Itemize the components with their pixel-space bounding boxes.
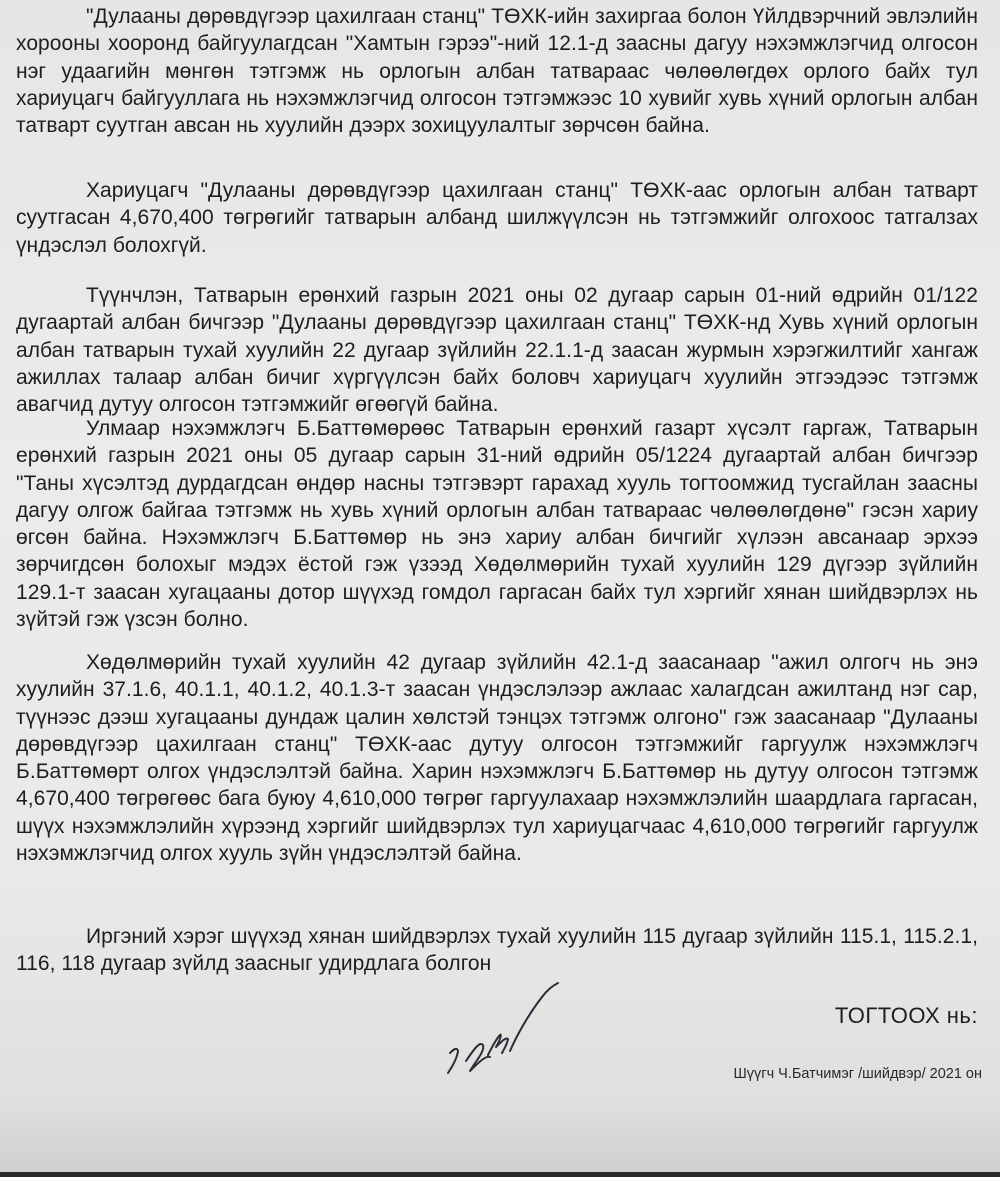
judge-signature-line: Шүүгч Ч.Батчимэг /шийдвэр/ 2021 он bbox=[733, 1066, 982, 1082]
page-shadow bbox=[0, 1100, 1000, 1172]
paragraph-4: Улмаар нэхэмжлэгч Б.Баттөмөрөөс Татварын ерөнхий газарт хүсэлт гаргаж, Татварын ерөнхий газрын 2021 оны 05 дугаар сарын 31-ний өдрийн 05/1224 дугаартай албан бичгээр "Таны хүсэлтэд дурдагдсан өндөр насны тэтгэвэрт гарахад хууль тогтоомжид тусгайлан заасны дагуу олгож байгаа тэтгэмж нь хувь хүний орлогын албан татвараас чөлөөлөгдөнө" гэсэн хариу өгсөн байна. Нэхэмжлэгч Б.Баттөмөр нь энэ хариу албан бичгийг хүлээн авсанаар эрхээ зөрчигдсөн болохыг мэдэх ёстой гэж үзээд Хөдөлмөрийн тухай хуулийн 129 дүгээр зүйлийн 129.1-т заасан хугацааны дотор шүүхэд гомдол гаргасан байх тул хэргийг хянан шийдвэрлэх нь зүйтэй гэж үзсэн болно. bbox=[16, 417, 978, 632]
signature-mark bbox=[430, 975, 590, 1095]
paragraph-6: Иргэний хэрэг шүүхэд хянан шийдвэрлэх тухай хуулийн 115 дугаар зүйлийн 115.1, 115.2.1, 116, 118 дугаар зүйлд заасныг удирдлага болгон bbox=[16, 925, 978, 976]
paragraph-3: Түүнчлэн, Татварын ерөнхий газрын 2021 оны 02 дугаар сарын 01-ний өдрийн 01/122 дугаартай албан бичгээр "Дулааны дөрөвдүгээр цахилгаан станц" ТӨХК-нд Хувь хүний орлогын албан татварын тухай хуулийн 22 дугаар зүйлийн 22.1.1-д заасан журмын хэрэгжилтийг хангаж ажиллах талаар албан бичиг хүргүүлсэн байх боловч хариуцагч хуулийн этгээдээс тэтгэмж авагчид дутуу олгосон тэтгэмжийг өгөөгүй байна. bbox=[16, 284, 978, 417]
paragraph-2: Хариуцагч "Дулааны дөрөвдүгээр цахилгаан станц" ТӨХК-аас орлогын албан татварт суутгасан 4,670,400 төгрөгийг татварын албанд шилжүүлсэн нь тэтгэмжийг олгохоос татгалзах үндэслэл болохгүй. bbox=[16, 179, 978, 257]
decision-heading: ТОГТООХ нь: bbox=[834, 1003, 978, 1028]
paragraph-5: Хөдөлмөрийн тухай хуулийн 42 дугаар зүйлийн 42.1-д заасанаар "ажил олгогч нь энэ хуулийн 37.1.6, 40.1.1, 40.1.2, 40.1.3-т заасан үндэслэлээр ажлаас халагдсан ажилтанд нэг сар, түүнээс дээш хугацааны дундаж цалин хөлстэй тэнцэх тэтгэмж олгоно" гэж заасанаар "Дулааны дөрөвдүгээр цахилгаан станц" ТӨХК-аас дутуу олгосон тэтгэмжийг гаргуулж нэхэмжлэгч Б.Баттөмөрт олгох үндэслэлтэй байна. Харин нэхэмжлэгч Б.Баттөмөр нь дутуу олгосон тэтгэмж 4,670,400 төгрөгөөс бага буюу 4,610,000 төгрөг гаргуулахаар нэхэмжлэлийн шаардлага гаргасан, шүүх нэхэмжлэлийн хүрээнд хэргийг шийдвэрлэх тул хариуцагчаас 4,610,000 төгрөгийг гаргуулж нэхэмжлэгчид олгох хууль зүйн үндэслэлтэй байна. bbox=[16, 651, 978, 866]
paragraph-1: "Дулааны дөрөвдүгээр цахилгаан станц" ТӨХК-ийн захиргаа болон Үйлдвэрчний эвлэлийн хорооны хооронд байгуулагдсан "Хамтын гэрээ"-ний 12.1-д заасны дагуу нэхэмжлэгчид олгосон нэг удаагийн мөнгөн тэтгэмж нь орлогын албан татвараас чөлөөлөгдөх орлого байх тул хариуцагч байгууллага нь нэхэмжлэгчид олгосон тэтгэмжээс 10 хувийг хувь хүний орлогын албан татварт суутган авсан нь хуулийн дээрх зохицуулалтыг зөрчсөн байна. bbox=[16, 5, 978, 138]
